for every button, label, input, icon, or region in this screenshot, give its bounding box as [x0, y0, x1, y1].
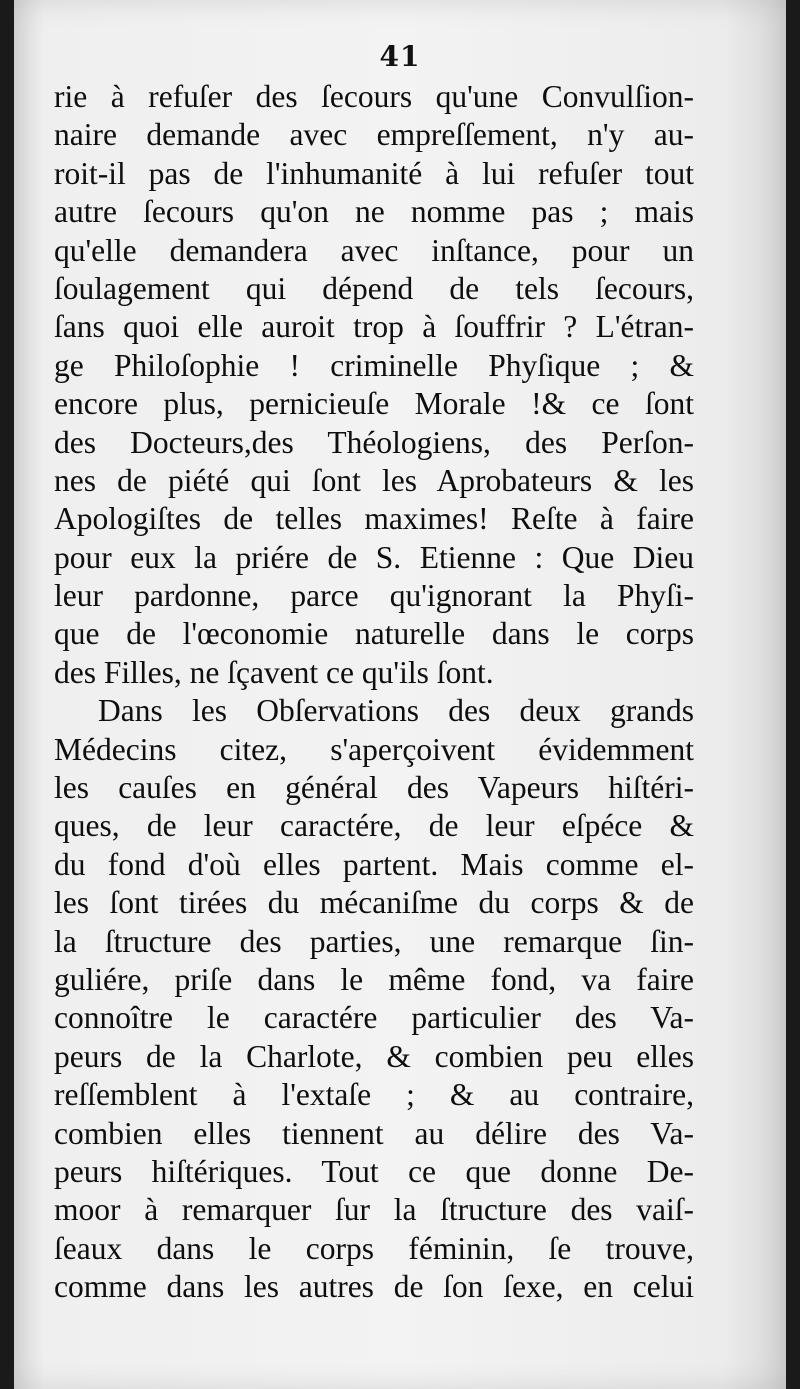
text-line: ques, de leur caractére, de leur eſpéce &: [54, 808, 694, 844]
text-line: qu'elle demandera avec inſtance, pour un: [54, 232, 694, 268]
text-line: reſſemblent à l'extaſe ; & au contraire,: [54, 1077, 694, 1113]
text-line: naire demande avec empreſſement, n'y au-: [54, 117, 694, 153]
page-number: 41: [379, 40, 421, 73]
paragraph-1: [54, 78, 694, 692]
text-line: des Docteurs,des Théologiens, des Perſon-: [54, 424, 694, 460]
text-line: leur pardonne, parce qu'ignorant la Phyſi-: [54, 578, 694, 614]
text-line: ſeaux dans le corps féminin, ſe trouve,: [54, 1230, 694, 1266]
text-line: combien elles tiennent au délire des Va-: [54, 1115, 694, 1151]
text-line: pour eux la priére de S. Etienne : Que Dieu: [54, 539, 694, 575]
text-line: des Filles, ne ſçavent ce qu'ils ſont.: [54, 654, 494, 690]
text-line: Apologiſtes de telles maximes! Reſte à faire: [54, 501, 694, 537]
text-line: du fond d'où elles partent. Mais comme el-: [54, 846, 694, 882]
text-line: autre ſecours qu'on ne nomme pas ; mais: [54, 194, 694, 230]
text-line: ſans quoi elle auroit trop à ſouffrir ? L'étran-: [54, 309, 694, 345]
text-line: Dans les Obſervations des deux grands: [98, 693, 694, 729]
text-line: les ſont tirées du mécaniſme du corps & de: [54, 885, 694, 921]
paragraph-2: [54, 692, 694, 1306]
text-line: rie à refuſer des ſecours qu'une Convulſion-: [54, 79, 694, 114]
text-line: guliére, priſe dans le même fond, va faire: [54, 961, 694, 997]
text-line: peurs de la Charlote, & combien peu elles: [54, 1038, 694, 1074]
text-line: ge Philoſophie ! criminelle Phyſique ; &: [54, 347, 694, 383]
text-line: encore plus, pernicieuſe Morale !& ce ſont: [54, 386, 694, 422]
text-line: comme dans les autres de ſon ſexe, en celui: [54, 1269, 694, 1305]
text-line: roit-il pas de l'inhumanité à lui refuſer tout: [54, 155, 694, 191]
text-line: connoître le caractére particulier des Va-: [54, 1000, 694, 1036]
text-line: Médecins citez, s'aperçoivent évidemment: [54, 731, 694, 767]
text-line: les cauſes en général des Vapeurs hiſtéri-: [54, 770, 694, 806]
text-line: peurs hiſtériques. Tout ce que donne De-: [54, 1153, 694, 1189]
text-line: que de l'œconomie naturelle dans le corps: [54, 616, 694, 652]
text-line: nes de piété qui ſont les Aprobateurs & les: [54, 462, 694, 498]
book-page: [14, 0, 786, 1389]
body-text: [54, 78, 694, 1307]
text-line: ſoulagement qui dépend de tels ſecours,: [54, 270, 694, 306]
text-line: moor à remarquer ſur la ſtructure des vaiſ-: [54, 1192, 694, 1228]
text-line: la ſtructure des parties, une remarque ſin-: [54, 923, 694, 959]
